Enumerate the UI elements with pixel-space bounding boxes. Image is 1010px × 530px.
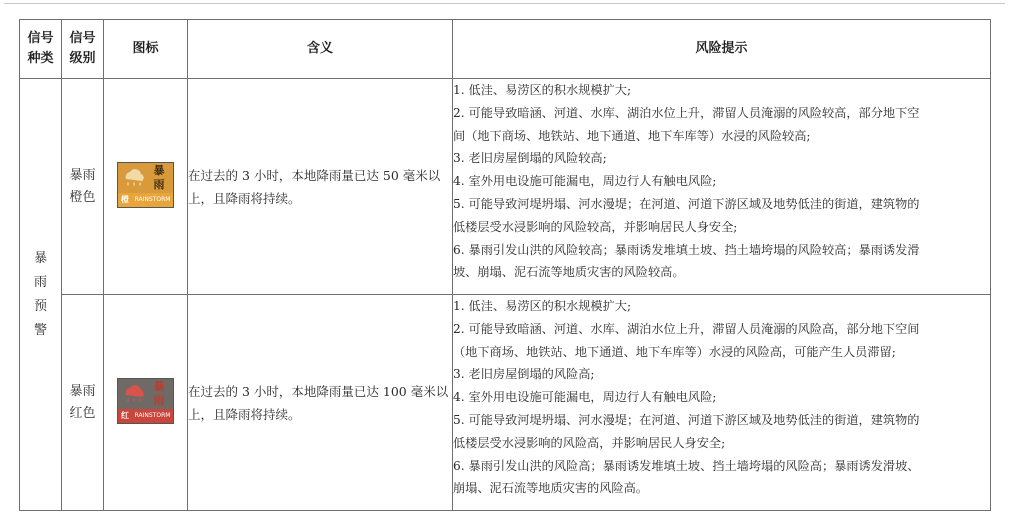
- risk-list-orange: [453, 79, 991, 295]
- badge-char-1: 暴: [153, 163, 165, 177]
- badge-char-2: 雨: [153, 177, 165, 191]
- cloud-rain-icon: [122, 383, 146, 405]
- header-meaning: 含义: [188, 20, 453, 79]
- signal-level-red: [62, 295, 104, 511]
- risk-line: 2. 可能导致暗涵、河道、水库、湖泊水位上升，滞留人员淹溺的风险较高，部分地下空: [453, 105, 920, 120]
- table-row-red: [20, 295, 991, 511]
- signal-level-red-line-2: 红色: [69, 405, 96, 421]
- risk-line: 3. 老旧房屋倒塌的风险较高;: [453, 151, 607, 166]
- top-rule: [4, 3, 1005, 4]
- header-signal-type: [20, 20, 62, 79]
- header-signal-level-line-1: 信号: [69, 31, 96, 46]
- badge-level-char: 红: [121, 410, 129, 420]
- risk-line: 低楼层受水浸影响的风险高，并影响居民人身安全;: [453, 435, 726, 450]
- header-signal-type-line-2: 种类: [27, 51, 54, 66]
- rainstorm-warning-table: [19, 19, 991, 511]
- signal-type-cell: [20, 79, 62, 511]
- badge-level-char: 橙: [121, 194, 129, 204]
- icon-cell-red: [104, 295, 188, 511]
- risk-line: 3. 老旧房屋倒塌的风险高;: [453, 367, 595, 382]
- risk-line: 低楼层受水浸影响的风险较高，并影响居民人身安全;: [453, 219, 738, 234]
- signal-type-char-2: 雨: [33, 274, 47, 290]
- risk-list-red: [453, 295, 991, 511]
- signal-type-char-3: 预: [33, 298, 47, 314]
- signal-level-red-line-1: 暴雨: [69, 383, 96, 399]
- cloud-rain-icon: [122, 167, 146, 189]
- badge-char-2: 雨: [153, 393, 165, 407]
- header-risk: 风险提示: [453, 20, 991, 79]
- badge-char-1: 暴: [153, 379, 165, 393]
- risk-line: 间（地下商场、地铁站、地下通道、地下车库等）水浸的风险较高;: [453, 128, 811, 143]
- header-signal-level: [62, 20, 104, 79]
- badge-english-label: RAINSTORM: [134, 195, 171, 203]
- risk-line: 坡、崩塌、泥石流等地质灾害的风险较高。: [453, 265, 685, 280]
- meaning-orange: 在过去的 3 小时，本地降雨量已达 50 毫米以上，且降雨将持续。: [188, 79, 453, 295]
- signal-level-orange-line-2: 橙色: [69, 189, 96, 205]
- rainstorm-red-icon: [117, 378, 174, 424]
- risk-line: 2. 可能导致暗涵、河道、水库、湖泊水位上升，滞留人员淹溺的风险高，部分地下空间: [453, 321, 920, 336]
- risk-line: 4. 室外用电设施可能漏电，周边行人有触电风险;: [453, 390, 717, 405]
- table-row-orange: [20, 79, 991, 295]
- signal-type-char-1: 暴: [33, 250, 47, 266]
- signal-level-orange: [62, 79, 104, 295]
- badge-english-label: RAINSTORM: [134, 411, 171, 419]
- signal-type-char-4: 警: [33, 322, 47, 338]
- header-signal-level-line-2: 级别: [69, 51, 96, 66]
- signal-level-orange-line-1: 暴雨: [69, 167, 96, 183]
- risk-line: 崩塌、泥石流等地质灾害的风险高。: [453, 481, 648, 496]
- risk-line: 5. 可能导致河堤坍塌、河水漫堤；在河道、河道下游区域及地势低洼的街道，建筑物的: [453, 412, 920, 427]
- header-row: [20, 20, 991, 79]
- header-icon: 图标: [104, 20, 188, 79]
- header-signal-type-line-1: 信号: [27, 31, 54, 46]
- risk-line: 4. 室外用电设施可能漏电，周边行人有触电风险;: [453, 174, 717, 189]
- rainstorm-orange-icon: [117, 162, 174, 208]
- risk-line: 5. 可能导致河堤坍塌、河水漫堤；在河道、河道下游区域及地势低洼的街道，建筑物的: [453, 196, 920, 211]
- risk-line: 1. 低洼、易涝区的积水规模扩大;: [453, 299, 632, 313]
- risk-line: 6. 暴雨引发山洪的风险高；暴雨诱发堆填土坡、挡土墙垮塌的风险高；暴雨诱发滑坡、: [453, 458, 920, 473]
- risk-line: 6. 暴雨引发山洪的风险较高；暴雨诱发堆填土坡、挡土墙垮塌的风险较高；暴雨诱发滑: [453, 242, 920, 257]
- meaning-red: 在过去的 3 小时，本地降雨量已达 100 毫米以上，且降雨将持续。: [188, 295, 453, 511]
- risk-line: 1. 低洼、易涝区的积水规模扩大;: [453, 83, 632, 97]
- risk-line: （地下商场、地铁站、地下通道、地下车库等）水浸的风险高，可能产生人员滞留;: [453, 344, 896, 359]
- icon-cell-orange: [104, 79, 188, 295]
